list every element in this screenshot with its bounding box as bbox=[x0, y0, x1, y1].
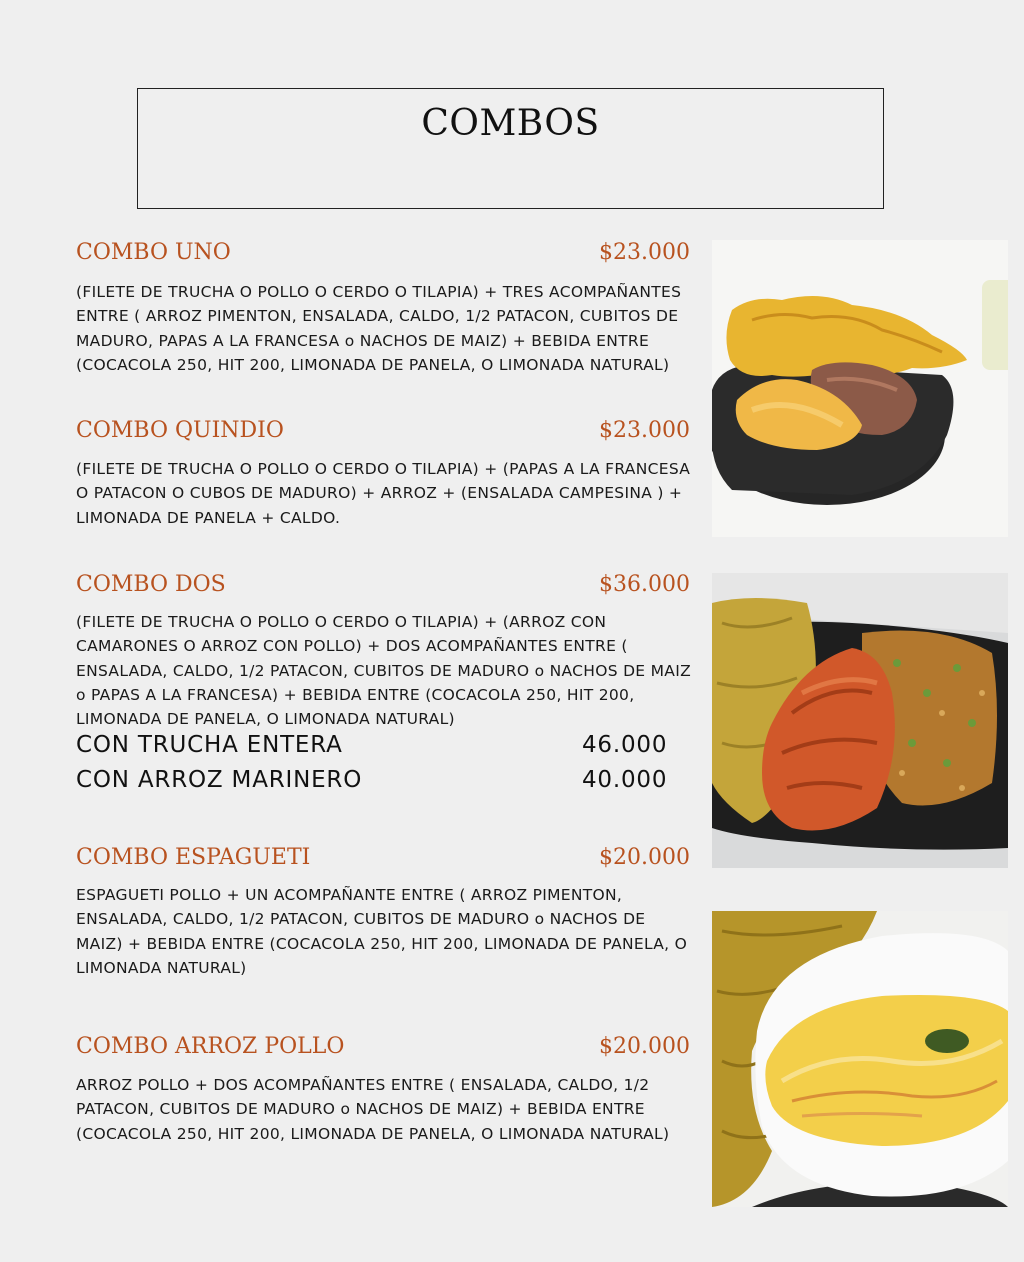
variant-trucha-entera-label: CON TRUCHA ENTERA bbox=[76, 732, 343, 758]
page-title: COMBOS bbox=[421, 103, 600, 144]
combo-arroz-pollo-name: COMBO ARROZ POLLO bbox=[76, 1034, 345, 1059]
variant-arroz-marinero-price: 40.000 bbox=[582, 767, 668, 793]
combo-uno-description: (FILETE DE TRUCHA O POLLO O CERDO O TILAPIA) + TRES ACOMPAÑANTES ENTRE ( ARROZ PIMENTON, ENSALADA, CALDO, 1/2 PATACON, CUBITOS DE MADURO, PAPAS A LA FRANCESA o NACHOS DE MAIZ) + BEBIDA ENTRE (COCACOLA 250, HIT 200, LIMONADA DE PANELA, O LIMONADA NATURAL) bbox=[76, 283, 682, 374]
variant-arroz-marinero-label: CON ARROZ MARINERO bbox=[76, 767, 363, 793]
combo-quindio-description: (FILETE DE TRUCHA O POLLO O CERDO O TILAPIA) + (PAPAS A LA FRANCESA O PATACON O CUBOS DE MADURO) + ARROZ + (ENSALADA CAMPESINA ) + LIMONADA DE PANELA + CALDO. bbox=[76, 460, 691, 527]
combo-dos-photo bbox=[712, 573, 1008, 868]
combo-quindio-name: COMBO QUINDIO bbox=[76, 418, 284, 443]
combo-espagueti-name: COMBO ESPAGUETI bbox=[76, 845, 311, 870]
combo-espagueti-photo bbox=[712, 911, 1008, 1207]
variant-trucha-entera-price: 46.000 bbox=[582, 732, 668, 758]
combo-dos-name: COMBO DOS bbox=[76, 572, 226, 597]
combo-arroz-pollo-price: $20.000 bbox=[599, 1034, 690, 1059]
combo-espagueti-description: ESPAGUETI POLLO + UN ACOMPAÑANTE ENTRE ( ARROZ PIMENTON, ENSALADA, CALDO, 1/2 PATACON, CUBITOS DE MADURO o NACHOS DE MAIZ) + BEBIDA ENTRE (COCACOLA 250, HIT 200, LIMONADA DE PANELA, O LIMONADA NATURAL) bbox=[76, 886, 688, 977]
combo-dos-price: $36.000 bbox=[599, 572, 690, 597]
combo-arroz-pollo-description: ARROZ POLLO + DOS ACOMPAÑANTES ENTRE ( ENSALADA, CALDO, 1/2 PATACON, CUBITOS DE MADURO o NACHOS DE MAIZ) + BEBIDA ENTRE (COCACOLA 250, HIT 200, LIMONADA DE PANELA, O LIMONADA NATURAL) bbox=[76, 1076, 670, 1143]
combo-uno-price: $23.000 bbox=[599, 240, 690, 265]
combo-quindio-price: $23.000 bbox=[599, 418, 690, 443]
combo-uno-photo bbox=[712, 240, 1008, 537]
title-box bbox=[137, 88, 884, 209]
combo-dos-description: (FILETE DE TRUCHA O POLLO O CERDO O TILAPIA) + (ARROZ CON CAMARONES O ARROZ CON POLLO) + DOS ACOMPAÑANTES ENTRE ( ENSALADA, CALDO, 1/2 PATACON, CUBITOS DE MADURO o NACHOS DE MAIZ o PAPAS A LA FRANCESA) + BEBIDA ENTRE (COCACOLA 250, HIT 200, LIMONADA DE PANELA, O LIMONADA NATURAL) bbox=[76, 613, 691, 729]
combo-uno-name: COMBO UNO bbox=[76, 240, 231, 265]
combo-espagueti-price: $20.000 bbox=[599, 845, 690, 870]
